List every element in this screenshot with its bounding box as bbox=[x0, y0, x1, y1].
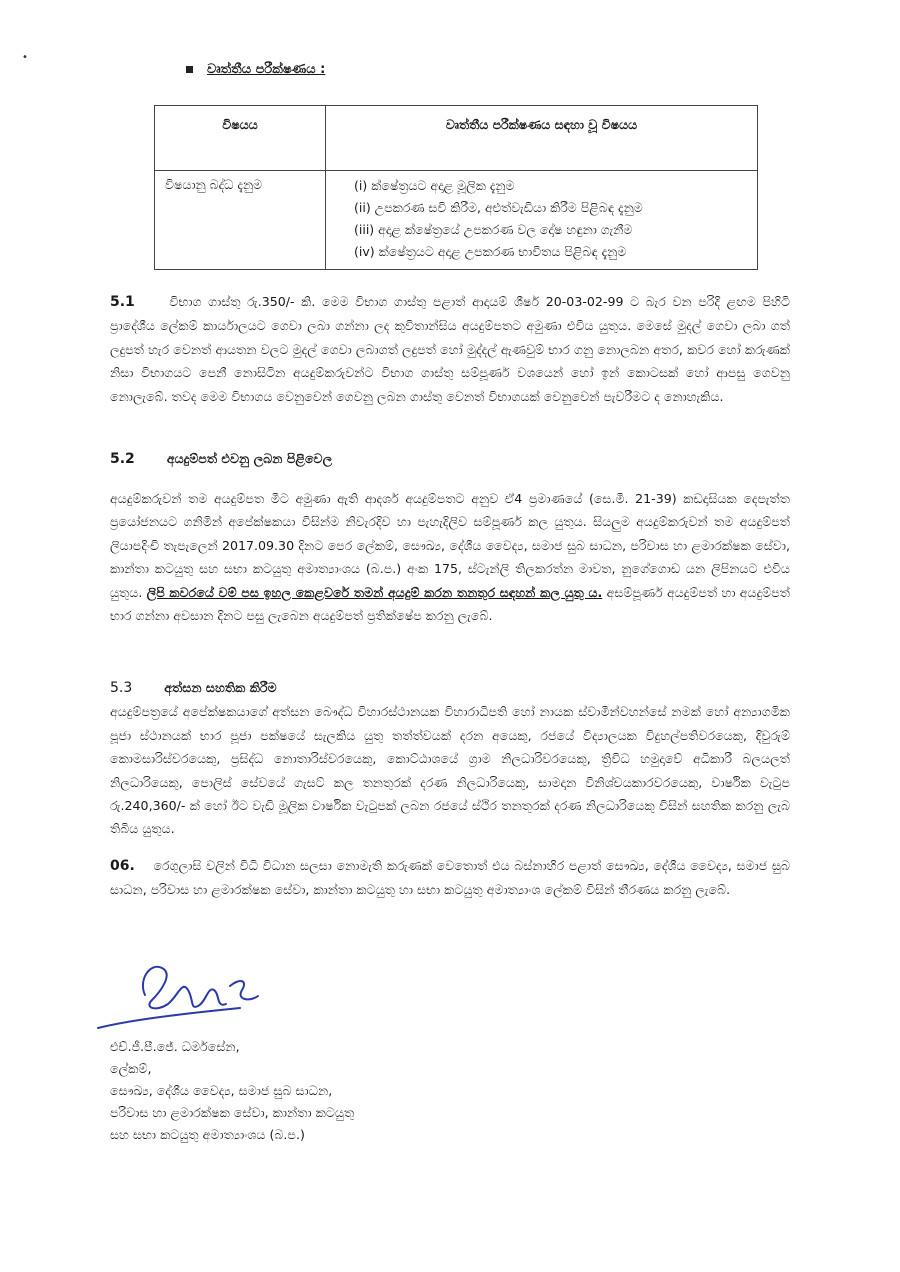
list-item: (ii) උපකරණ සවි කිරීම, අළුත්වැඩියා කිරීම පිළිබඳ දැනුම bbox=[354, 200, 643, 215]
section-06 bbox=[110, 854, 790, 902]
ministry-line: සෞඛ්‍ය, දේශීය වෛද්‍ය, සමාජ සුබ සාධන, bbox=[110, 1083, 333, 1098]
signatory-name: එච්.ජී.පී.ජේ. ධර්මසේන, bbox=[110, 1039, 240, 1054]
table-row bbox=[155, 171, 758, 270]
bullet-square-icon bbox=[186, 66, 193, 73]
handwritten-signature bbox=[90, 940, 280, 1035]
section-number: 5.1 bbox=[110, 294, 135, 310]
envelope-instruction: ලිපි කවරයේ වම් පස ඉහල කෙළවරේ තමන් අයදුම් කරන තනතුර සඳහන් කල යුතු ය. bbox=[146, 584, 603, 600]
section-heading: අයදුම්පත් එවනු ලබන පිළිවෙල bbox=[166, 451, 333, 466]
signature-block bbox=[110, 1036, 354, 1146]
section-number: 5.2 bbox=[110, 451, 135, 467]
table-header-description: වෘත්තීය පරීක්ෂණය සඳහා වූ විෂයය bbox=[326, 106, 758, 171]
section-text: අයදුම්කරුවන් තම අයදුම්පත මීට අමුණා ඇති ආදර්ශ අයදුම්පතට අනුව ඒ4 ප්‍රමාණයේ (සෙ.මී. 21-39) කඩදාසියක දෙපැත්ත ප්‍රයෝජනයට ගනිමින් අපේක්ෂකයා විසින්ම නිවැරදිව හා පැහැදිලිව සම්පූර්ණ කල යුතුය. සියලුම අයදුම්කරුවන් තම අයදුම්පත් ලියාපදිංචි තැපැලෙන් 2017.09.30 දිනට පෙර ලේකම්, සෞඛ්‍ය, දේශීය වෛද්‍ය, සමාජ සුබ සාධන, පරිවාස හා ළමාරක්ෂක සේවා, කාන්තා කටයුතු සහ සභා කටයුතු අමාත්‍යාංශය (බ.ප.) අංක 175, ස්ටැන්ලි තිලකරත්න මාවත, නුගේගොඩ යන ලිපිනයට එවිය යුතුය. bbox=[110, 491, 790, 600]
section-number: 06. bbox=[110, 858, 135, 874]
section-text: අයදුම්පත්‍රයේ අපේක්ෂකයාගේ අත්සන බෞද්ධ විහාරස්ථානයක විහාරාධිපති හෝ නායක ස්වාමීන්වහන්සේ නමක් හෝ අන්‍යාගමික පූජා ස්ථානයක් භාර පූජා පක්ෂයේ සැලකිය යුතු තත්ත්වයක් දරන අයෙකු, රජයේ විද්‍යාලයක විදුහල්පතිවරයෙකු, දිවුරුම් කොමසාරිස්වරයෙකු, ප්‍රසිද්ධ නොතාරිස්වරයෙකු, කොට්ඨාශයේ ග්‍රාම නිලධාරිවරයෙකු, ත්‍රිවිධ හමුදාවේ අධිකාරී බලයලත් නිලධාරියෙකු, පොලිස් සේවයේ ගැසට් කල තනතුරක් දරණ නිලධාරියෙකු, සාමදාන විනිශ්චයකාරවරයෙකු, වාර්ෂික වැටුප රු.240,360/- ක් හෝ ඊට වැඩි මූලික වාර්ෂික වැටුපක් ලබන රජයේ ස්ථිර තනතුරක් දරණ නිලධාරියෙකු විසින් සහතික කරනු ලැබ තිබිය යුතුය. bbox=[110, 704, 790, 837]
signatory-title: ලේකම්, bbox=[110, 1061, 152, 1076]
table-cell-subject: විෂයානු බද්ධ දැනුම bbox=[155, 171, 326, 270]
section-5-2-heading bbox=[110, 447, 790, 471]
section-text: රෙගුලාසි වලින් විධි විධාන සලසා නොමැති කරුණක් වෙතොත් එය බස්නාහිර පළාත් සෞඛ්‍ය, දේශීය වෛද්‍ය, සමාජ සුබ සාධන, පරිවාස හා ළමාරක්ෂක සේවා, කාන්තා කටයුතු හා සභා කටයුතු අමාත්‍යාංශ ලේකම් විසින් තීරණය කරනු ලැබේ. bbox=[110, 858, 790, 898]
ministry-line: පරිවාස හා ළමාරක්ෂක සේවා, කාන්තා කටයුතු bbox=[110, 1105, 355, 1120]
section-text: අසම්පූර්ණ අයදුම්පත් හා අයදුම්පත් භාර ගන්නා අවසාන දිනට පසු ලැබෙන අයදුම්පත් ප්‍රතික්ෂේප කරනු ලැබේ. bbox=[110, 584, 790, 624]
section-number: 5.3 bbox=[110, 680, 133, 696]
table-header-row bbox=[155, 106, 758, 171]
section-5-1 bbox=[110, 290, 790, 408]
exam-subject-table bbox=[154, 105, 758, 270]
section-bullet bbox=[186, 62, 325, 77]
list-item: (i) ක්ෂේත්‍රයට අදාළ මූලික දැනුම bbox=[354, 178, 515, 193]
stray-mark: • bbox=[22, 52, 28, 63]
list-item: (iv) ක්ෂේත්‍රයට අදාළ උපකරණ භාවිතය පිළිබඳ දැනුම bbox=[354, 244, 627, 259]
section-text: විභාග ගාස්තු රු.350/- කි. මෙම විභාග ගාස්තු පළාත් ආදායම් ශීර්ෂ 20-03-02-99 ට බැර වන පරිදි ළඟම පිහිටි ප්‍රාදේශීය ලේකම් කාර්යාලයට ගෙවා ලබා ගන්නා ලද කුවිතාන්සිය අයදුම්පතට අමුණා එවිය යුතුය. මෙසේ මුදල් ගෙවා ලබා ගත් ලදුපත් හැර වෙනත් ආයතන වලට මුදල් ගෙවා ලබාගත් ලදුපත් හෝ මුද්දල් ඇණවුම් භාර ගනු නොලබන අතර, කවර හෝ කරුණක් නිසා විභාගයට පෙනී නොසිටින අයදුම්කරුවන්ට විභාග ගාස්තු සම්පූර්ණ වශයෙන් හෝ ඉන් කොටසක් හෝ ආපසු ගෙවනු නොලැබේ. තවද මෙම විභාගය වෙනුවෙන් ගෙවනු ලබන ගාස්තු වෙනත් විභාගයක් වෙනුවෙන් පැවරීමට ද නොහැකිය. bbox=[110, 294, 790, 404]
section-heading: අත්සන සහතික කිරීම bbox=[164, 680, 277, 695]
section-5-2-body bbox=[110, 487, 790, 627]
table-cell-items bbox=[326, 171, 758, 270]
table-header-subject: විෂයය bbox=[155, 106, 326, 171]
section-5-3 bbox=[110, 676, 790, 841]
ministry-line: සහ සභා කටයුතු අමාත්‍යාංශය (බ.ප.) bbox=[110, 1127, 305, 1142]
bullet-label: වෘත්තීය පරීක්ෂණය : bbox=[207, 62, 326, 77]
list-item: (iii) අදාළ ක්ෂේත්‍රයේ උපකරණ වල දෝෂ හඳුනා ගැනීම bbox=[354, 222, 633, 237]
